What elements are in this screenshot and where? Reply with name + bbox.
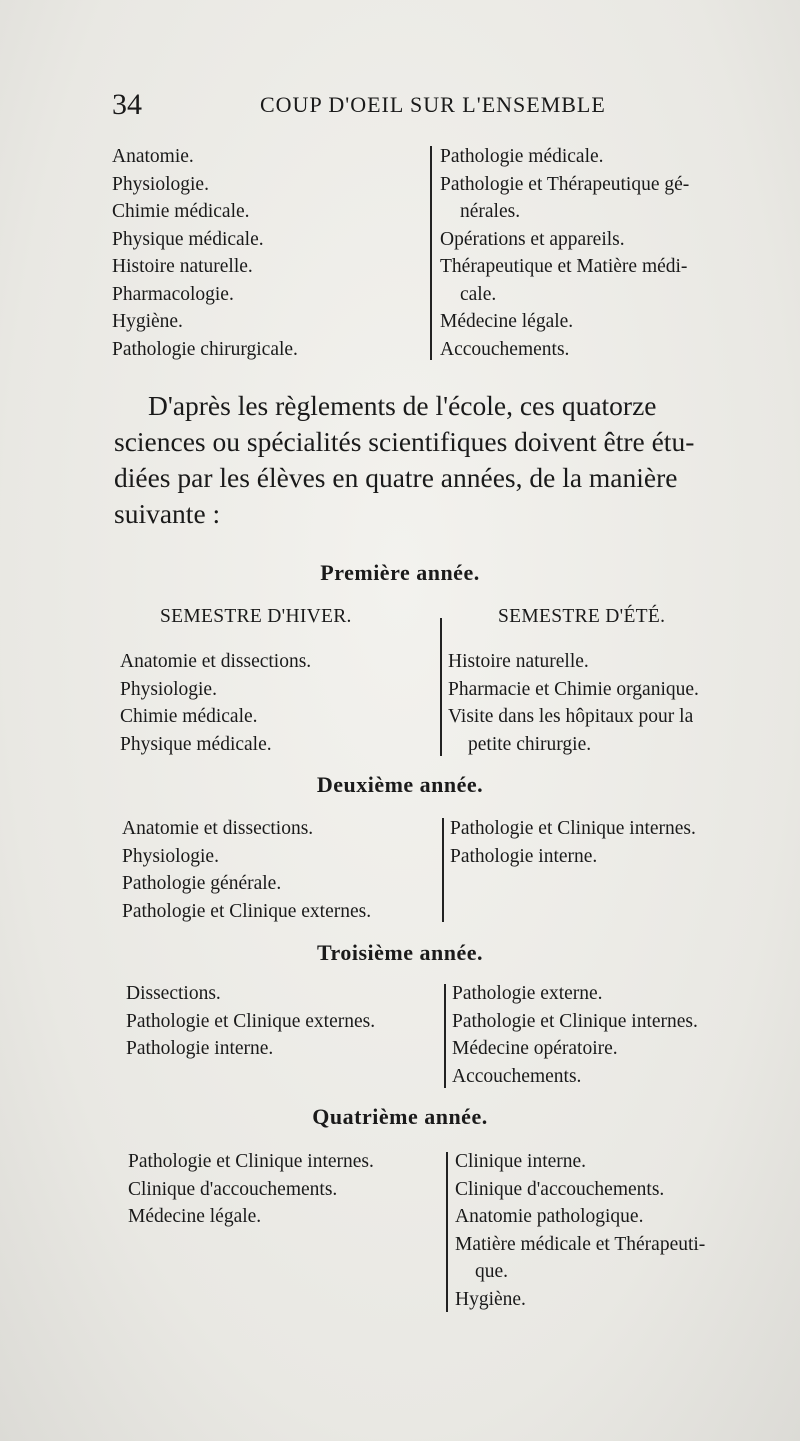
list-item: petite chirurgie. bbox=[468, 733, 592, 755]
list-item: Physique médicale. bbox=[120, 733, 272, 755]
list-item: Pathologie chirurgicale. bbox=[112, 338, 298, 360]
list-item: Pathologie et Thérapeutique gé- bbox=[440, 173, 690, 195]
list-item: Pathologie et Clinique externes. bbox=[126, 1010, 376, 1032]
year-3-left-column bbox=[126, 980, 375, 1063]
list-item: que. bbox=[475, 1261, 509, 1282]
list-item: Pathologie et Clinique internes. bbox=[450, 818, 696, 839]
list-item: Médecine légale. bbox=[440, 311, 574, 332]
list-item: Pathologie médicale. bbox=[440, 146, 604, 167]
list-item: Clinique interne. bbox=[455, 1151, 587, 1172]
year-1-title: Première année. bbox=[320, 560, 480, 585]
year-1-right-column bbox=[448, 648, 699, 758]
list-item: Hygiène. bbox=[112, 311, 183, 332]
year-1-left-column bbox=[120, 648, 311, 758]
list-item: Dissections. bbox=[126, 983, 221, 1004]
list-item: Chimie médicale. bbox=[112, 201, 250, 222]
year-4-right-column bbox=[455, 1148, 705, 1313]
list-item: Physiologie. bbox=[120, 678, 217, 700]
list-item: Histoire naturelle. bbox=[448, 651, 589, 672]
list-item: Anatomie et dissections. bbox=[120, 651, 312, 672]
list-item: Histoire naturelle. bbox=[112, 256, 253, 277]
running-header bbox=[112, 88, 772, 128]
list-item: Visite dans les hôpitaux pour la bbox=[448, 706, 694, 727]
column-divider bbox=[430, 146, 432, 360]
list-item: Pathologie interne. bbox=[126, 1038, 274, 1059]
subjects-right-column bbox=[440, 143, 689, 363]
list-item: nérales. bbox=[460, 201, 521, 222]
list-item: Thérapeutique et Matière médi- bbox=[440, 256, 688, 277]
year-3-right-column bbox=[452, 980, 698, 1090]
subjects-left-column bbox=[112, 143, 298, 363]
list-item: Physiologie. bbox=[112, 173, 209, 195]
column-divider bbox=[442, 818, 444, 922]
winter-semester-header: SEMESTRE D'HIVER. bbox=[160, 606, 352, 627]
summer-semester-header: SEMESTRE D'ÉTÉ. bbox=[498, 606, 666, 627]
list-item: cale. bbox=[460, 283, 497, 305]
running-title: COUP D'OEIL SUR L'ENSEMBLE bbox=[260, 92, 606, 117]
list-item: Anatomie et dissections. bbox=[122, 818, 314, 839]
list-item: Physique médicale. bbox=[112, 228, 264, 250]
list-item: Opérations et appareils. bbox=[440, 228, 625, 250]
year-2-title: Deuxième année. bbox=[316, 772, 484, 797]
list-item: Anatomie. bbox=[112, 146, 194, 167]
paragraph-line: D'après les règlements de l'école, ces quatorze bbox=[148, 390, 657, 421]
list-item: Pathologie et Clinique externes. bbox=[122, 900, 372, 922]
list-item: Chimie médicale. bbox=[120, 706, 258, 727]
paragraph-line: suivante : bbox=[114, 498, 221, 529]
list-item: Pharmacie et Chimie organique. bbox=[448, 678, 699, 700]
column-divider bbox=[444, 984, 446, 1088]
year-2-right-column bbox=[450, 815, 696, 870]
list-item: Accouchements. bbox=[440, 338, 570, 360]
year-4-left-column bbox=[128, 1148, 374, 1231]
paragraph-line: sciences ou spécialités scientifiques doivent être étu- bbox=[114, 426, 695, 457]
year-3-title: Troisième année. bbox=[316, 940, 484, 965]
column-divider bbox=[440, 618, 442, 756]
body-paragraph bbox=[114, 388, 762, 532]
column-divider bbox=[446, 1152, 448, 1312]
list-item: Accouchements. bbox=[452, 1065, 582, 1087]
list-item: Clinique d'accouchements. bbox=[128, 1178, 338, 1200]
list-item: Médecine légale. bbox=[128, 1206, 262, 1227]
list-item: Clinique d'accouchements. bbox=[455, 1178, 665, 1200]
page-number: 34 bbox=[112, 88, 142, 121]
list-item: Pharmacologie. bbox=[112, 283, 234, 305]
year-2-left-column bbox=[122, 815, 371, 925]
paragraph-line: diées par les élèves en quatre années, de la manière bbox=[114, 462, 678, 493]
list-item: Pathologie interne. bbox=[450, 845, 598, 867]
list-item: Physiologie. bbox=[122, 845, 219, 867]
list-item: Hygiène. bbox=[455, 1288, 526, 1310]
list-item: Matière médicale et Thérapeuti- bbox=[455, 1233, 706, 1255]
year-4-title: Quatrième année. bbox=[312, 1104, 488, 1129]
list-item: Pathologie externe. bbox=[452, 983, 603, 1004]
list-item: Pathologie et Clinique internes. bbox=[452, 1010, 698, 1032]
list-item: Pathologie générale. bbox=[122, 873, 282, 894]
list-item: Médecine opératoire. bbox=[452, 1038, 618, 1059]
list-item: Anatomie pathologique. bbox=[455, 1206, 644, 1227]
list-item: Pathologie et Clinique internes. bbox=[128, 1151, 374, 1172]
